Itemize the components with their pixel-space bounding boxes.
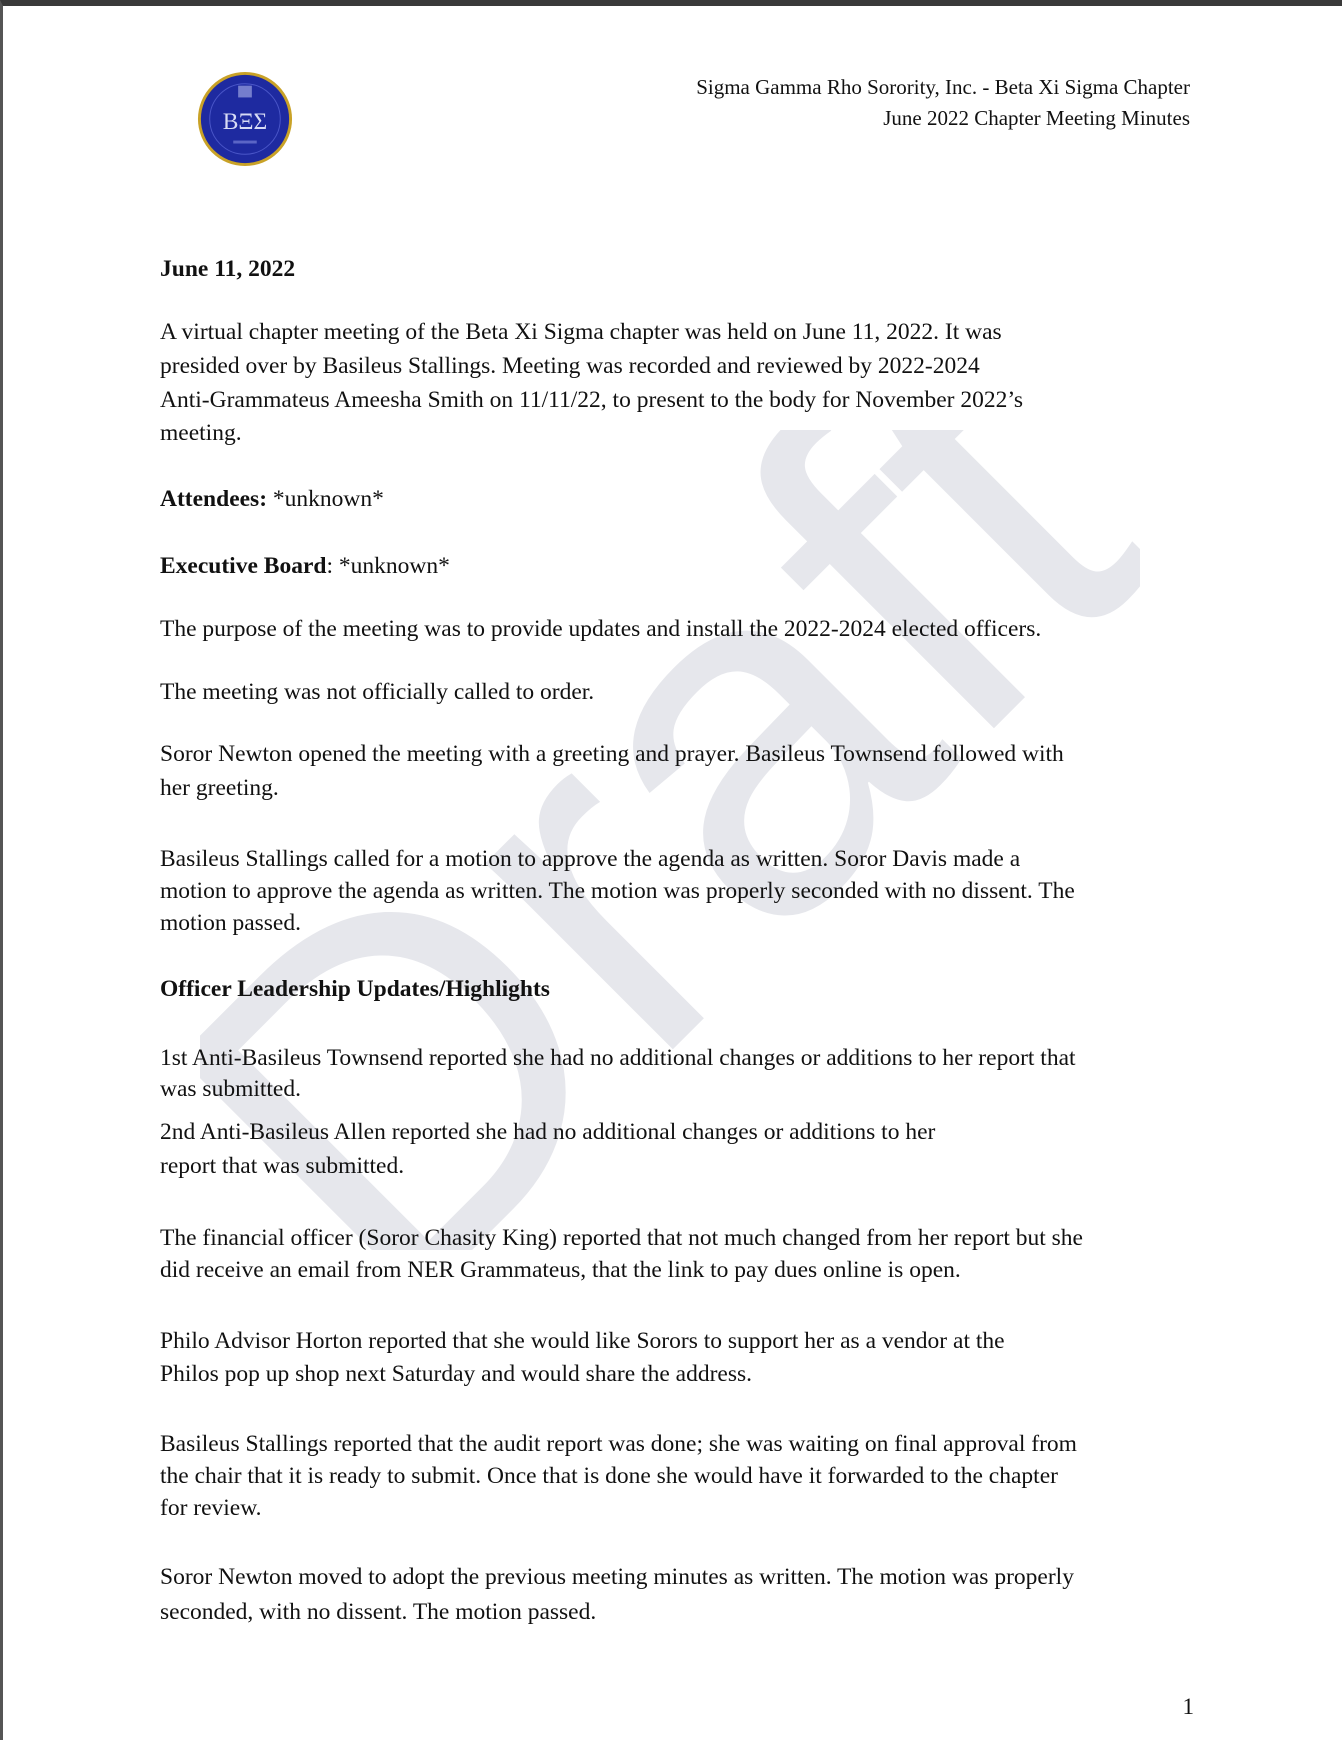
chapter-seal-logo	[196, 70, 294, 168]
philo-line-1: Philo Advisor Horton reported that she would like Sorors to support her as a vendor at the	[160, 1328, 1005, 1354]
anti-basileus-1-line-2: was submitted.	[160, 1076, 301, 1102]
financial-line-2: did receive an email from NER Grammateus, that the link to pay dues online is open.	[160, 1257, 961, 1283]
anti-basileus-2-line-1: 2nd Anti-Basileus Allen reported she had no additional changes or additions to her	[160, 1119, 936, 1145]
watermark-text: Draft	[200, 430, 1140, 1250]
agenda-line-2: motion to approve the agenda as written. The motion was properly seconded with no dissent. The	[160, 878, 1075, 904]
minutes-line-2: seconded, with no dissent. The motion passed.	[160, 1599, 597, 1625]
executive-board-value: : *unknown*	[326, 553, 450, 579]
intro-line-4: meeting.	[160, 420, 242, 446]
document-header	[696, 72, 1190, 134]
anti-basileus-2-line-2: report that was submitted.	[160, 1153, 405, 1179]
minutes-line-1: Soror Newton moved to adopt the previous meeting minutes as written. The motion was properly	[160, 1564, 1074, 1590]
agenda-line-3: motion passed.	[160, 910, 301, 936]
header-line-2: June 2022 Chapter Meeting Minutes	[883, 106, 1190, 130]
executive-board-line	[160, 549, 1200, 583]
attendees-line	[160, 482, 1200, 516]
attendees-value: *unknown*	[267, 486, 384, 512]
intro-line-3: Anti-Grammateus Ameesha Smith on 11/11/22, to present to the body for November 2022’s	[160, 387, 1024, 413]
audit-line-3: for review.	[160, 1495, 262, 1521]
philo-line-2: Philos pop up shop next Saturday and would share the address.	[160, 1361, 752, 1387]
executive-board-label: Executive Board	[160, 553, 327, 579]
seal-letters: BΞΣ	[222, 108, 268, 135]
purpose-line: The purpose of the meeting was to provide updates and install the 2022-2024 elected officers.	[160, 616, 1042, 642]
audit-line-1: Basileus Stallings reported that the audit report was done; she was waiting on final approval from	[160, 1431, 1077, 1457]
attendees-label: Attendees:	[160, 486, 268, 512]
financial-line-1: The financial officer (Soror Chasity King) reported that not much changed from her report but she	[160, 1225, 1083, 1251]
greeting-line-1: Soror Newton opened the meeting with a greeting and prayer. Basileus Townsend followed with	[160, 741, 1064, 767]
officer-updates-heading: Officer Leadership Updates/Highlights	[160, 976, 550, 1002]
page-number: 1	[1182, 1694, 1194, 1719]
intro-line-1: A virtual chapter meeting of the Beta Xi Sigma chapter was held on June 11, 2022. It was	[160, 319, 1002, 345]
call-to-order-line: The meeting was not officially called to order.	[160, 679, 595, 705]
intro-line-2: presided over by Basileus Stallings. Meeting was recorded and reviewed by 2022-2024	[160, 353, 980, 379]
greeting-line-2: her greeting.	[160, 775, 279, 801]
audit-line-2: the chair that it is ready to submit. Once that is done she would have it forwarded to the chapter	[160, 1463, 1058, 1489]
header-line-1: Sigma Gamma Rho Sorority, Inc. - Beta Xi Sigma Chapter	[696, 75, 1190, 99]
agenda-line-1: Basileus Stallings called for a motion to approve the agenda as written. Soror Davis made a	[160, 846, 1021, 872]
meeting-date: June 11, 2022	[160, 256, 296, 282]
anti-basileus-1-line-1: 1st Anti-Basileus Townsend reported she had no additional changes or additions to her report that	[160, 1045, 1076, 1071]
